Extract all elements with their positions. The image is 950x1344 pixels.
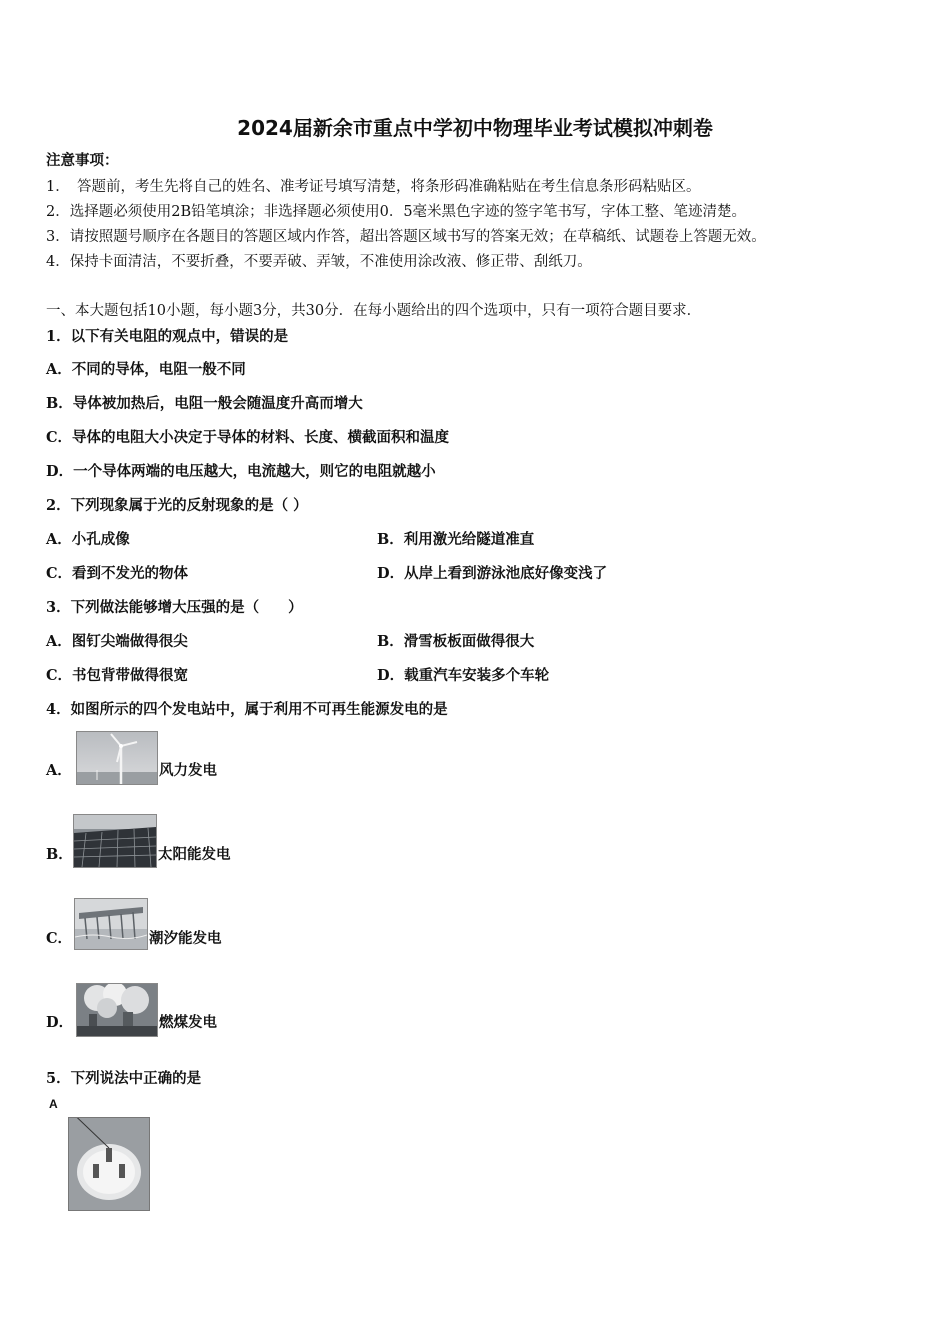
- tidal-power-photo: [74, 898, 148, 950]
- question-1-stem: 1．以下有关电阻的观点中，错误的是: [46, 328, 289, 345]
- plug-photo: [68, 1117, 150, 1211]
- q1-option-b: B．导体被加热后，电阻一般会随温度升高而增大: [46, 395, 363, 412]
- question-4-stem: 4．如图所示的四个发电站中，属于利用不可再生能源发电的是: [46, 701, 448, 718]
- question-2-stem: 2．下列现象属于光的反射现象的是（ ）: [46, 497, 308, 514]
- wind-turbine-photo: [76, 731, 158, 785]
- q4-option-d-label: D．: [46, 1014, 74, 1031]
- q1-option-c: C．导体的电阻大小决定于导体的材料、长度、横截面积和温度: [46, 429, 450, 446]
- q4-option-c-text: 潮汐能发电: [149, 930, 222, 947]
- figure-label-a: A: [49, 1097, 58, 1111]
- solar-panel-photo: [73, 814, 157, 868]
- question-5-stem: 5．下列说法中正确的是: [46, 1070, 202, 1087]
- q2-option-d: D．从岸上看到游泳池底好像变浅了: [377, 565, 608, 582]
- note-item: 1． 答题前，考生先将自己的姓名、准考证号填写清楚，将条形码准确粘贴在考生信息条形码粘贴区。: [46, 179, 701, 195]
- q4-option-c-label: C．: [46, 930, 73, 947]
- q1-option-a: A．不同的导体，电阻一般不同: [46, 361, 246, 378]
- q3-option-a: A．图钉尖端做得很尖: [46, 633, 188, 650]
- q3-option-d: D．载重汽车安装多个车轮: [377, 667, 550, 684]
- notes-heading: 注意事项：: [46, 152, 119, 169]
- coal-power-photo: [76, 983, 158, 1037]
- question-3-stem: 3．下列做法能够增大压强的是（ ）: [46, 599, 303, 616]
- q4-option-d-text: 燃煤发电: [159, 1014, 217, 1031]
- section-heading: 一、本大题包括10小题，每小题3分，共30分．在每小题给出的四个选项中，只有一项符合题目要求．: [46, 303, 702, 319]
- q4-option-a-label: A．: [46, 762, 72, 779]
- q2-option-c: C．看到不发光的物体: [46, 565, 189, 582]
- q4-option-b-text: 太阳能发电: [158, 846, 231, 863]
- q1-option-d: D．一个导体两端的电压越大，电流越大，则它的电阻就越小: [46, 463, 436, 480]
- q4-option-a-text: 风力发电: [159, 762, 217, 779]
- q4-option-b-label: B．: [46, 846, 73, 863]
- q2-option-a: A．小孔成像: [46, 531, 130, 548]
- note-item: 2．选择题必须使用2B铅笔填涂；非选择题必须使用0．5毫米黑色字迹的签字笔书写，字体工整、笔迹清楚。: [46, 204, 747, 220]
- q3-option-b: B．滑雪板板面做得很大: [377, 633, 535, 650]
- note-item: 4．保持卡面清洁，不要折叠，不要弄破、弄皱，不准使用涂改液、修正带、刮纸刀。: [46, 254, 592, 270]
- q3-option-c: C．书包背带做得很宽: [46, 667, 189, 684]
- page-title: 2024届新余市重点中学初中物理毕业考试模拟冲刺卷: [237, 116, 713, 140]
- q2-option-b: B．利用激光给隧道准直: [377, 531, 535, 548]
- note-item: 3．请按照题号顺序在各题目的答题区域内作答，超出答题区域书写的答案无效；在草稿纸、试题卷上答题无效。: [46, 229, 766, 245]
